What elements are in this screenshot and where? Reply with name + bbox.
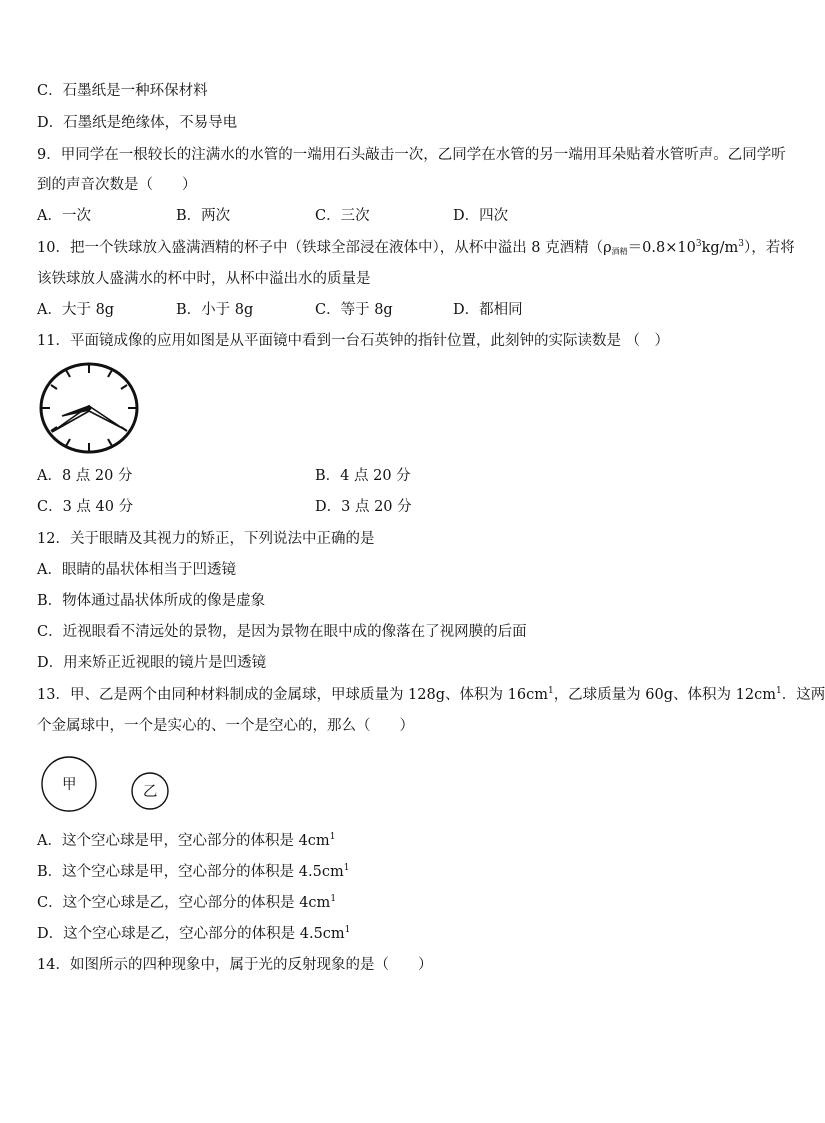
- q13-option-b: B．这个空心球是甲，空心部分的体积是 $4.5cm^1$: [37, 863, 350, 880]
- q10-stem-line2: 该铁球放人盛满水的杯中时，从杯中溢出水的质量是: [37, 271, 371, 287]
- q13-stem-line2: 个金属球中，一个是实心的、一个是空心的，那么（ ）: [37, 718, 414, 734]
- q9-option-b: B．两次: [176, 208, 231, 224]
- q11-option-c: C．3 点 40 分: [37, 499, 134, 515]
- q13-stem-line1: 13．甲、乙是两个由同种材料制成的金属球，甲球质量为 128g、体积为 $16cm^1$，乙球质量为 60g、体积为 $12cm^1$．这两: [37, 686, 825, 703]
- metal-balls-figure: [40, 756, 180, 816]
- ball-yi-label: 乙: [143, 784, 158, 800]
- q12-option-d: D．用来矫正近视眼的镜片是凹透镜: [37, 655, 267, 671]
- ball-jia-label: 甲: [62, 777, 77, 793]
- q9-stem-line2: 到的声音次数是（ ）: [37, 177, 197, 193]
- q11-option-a: A．8 点 20 分: [37, 468, 133, 484]
- q9-option-c: C．三次: [315, 208, 370, 224]
- q13-option-c: C．这个空心球是乙，空心部分的体积是 $4cm^1$: [37, 894, 337, 911]
- q10-option-d: D．都相同: [453, 302, 523, 318]
- q9-stem-line1: 9．甲同学在一根较长的注满水的水管的一端用石头敲击一次，乙同学在水管的另一端用耳朵贴着水管听声。乙同学听: [37, 147, 786, 163]
- clock-center: [87, 406, 92, 411]
- q11-stem: 11．平面镜成像的应用如图是从平面镜中看到一台石英钟的指针位置，此刻钟的实际读数是 （ ）: [37, 333, 670, 349]
- q12-option-b: B．物体通过晶状体所成的像是虚象: [37, 593, 266, 609]
- q11-option-b: B．4 点 20 分: [315, 468, 411, 484]
- q9-option-d: D．四次: [453, 208, 509, 224]
- q12-stem: 12．关于眼睛及其视力的矫正，下列说法中正确的是: [37, 531, 375, 547]
- q13-option-a: A．这个空心球是甲，空心部分的体积是 $4cm^1$: [37, 832, 336, 849]
- q11-option-d: D．3 点 20 分: [315, 499, 412, 515]
- option-c-prev: C．石墨纸是一种环保材料: [37, 83, 208, 99]
- q14-stem: 14．如图所示的四种现象中，属于光的反射现象的是（ ）: [37, 957, 433, 973]
- rho-subscript: 酒精: [611, 247, 628, 256]
- q10-option-a: A．大于 8g: [37, 302, 115, 318]
- q9-option-a: A．一次: [37, 208, 91, 224]
- q10-option-b: B．小于 8g: [176, 302, 254, 318]
- option-d-prev: D．石墨纸是绝缘体，不易导电: [37, 115, 238, 131]
- mirror-clock-figure: [38, 360, 142, 456]
- q12-option-a: A．眼睛的晶状体相当于凹透镜: [37, 562, 236, 578]
- q13-option-d: D．这个空心球是乙，空心部分的体积是 $4.5cm^1$: [37, 925, 351, 942]
- q12-option-c: C．近视眼看不清远处的景物，是因为景物在眼中成的像落在了视网膜的后面: [37, 624, 527, 640]
- clock-hands: [52, 406, 122, 432]
- q10-stem-line1: 10．把一个铁球放入盛满酒精的杯子中（铁球全部浸在液体中），从杯中溢出 8 克酒精$(\rho_{酒精}=0.8\times 10^3kg/m^3)$，若将: [37, 239, 795, 256]
- q10-option-c: C．等于 8g: [315, 302, 393, 318]
